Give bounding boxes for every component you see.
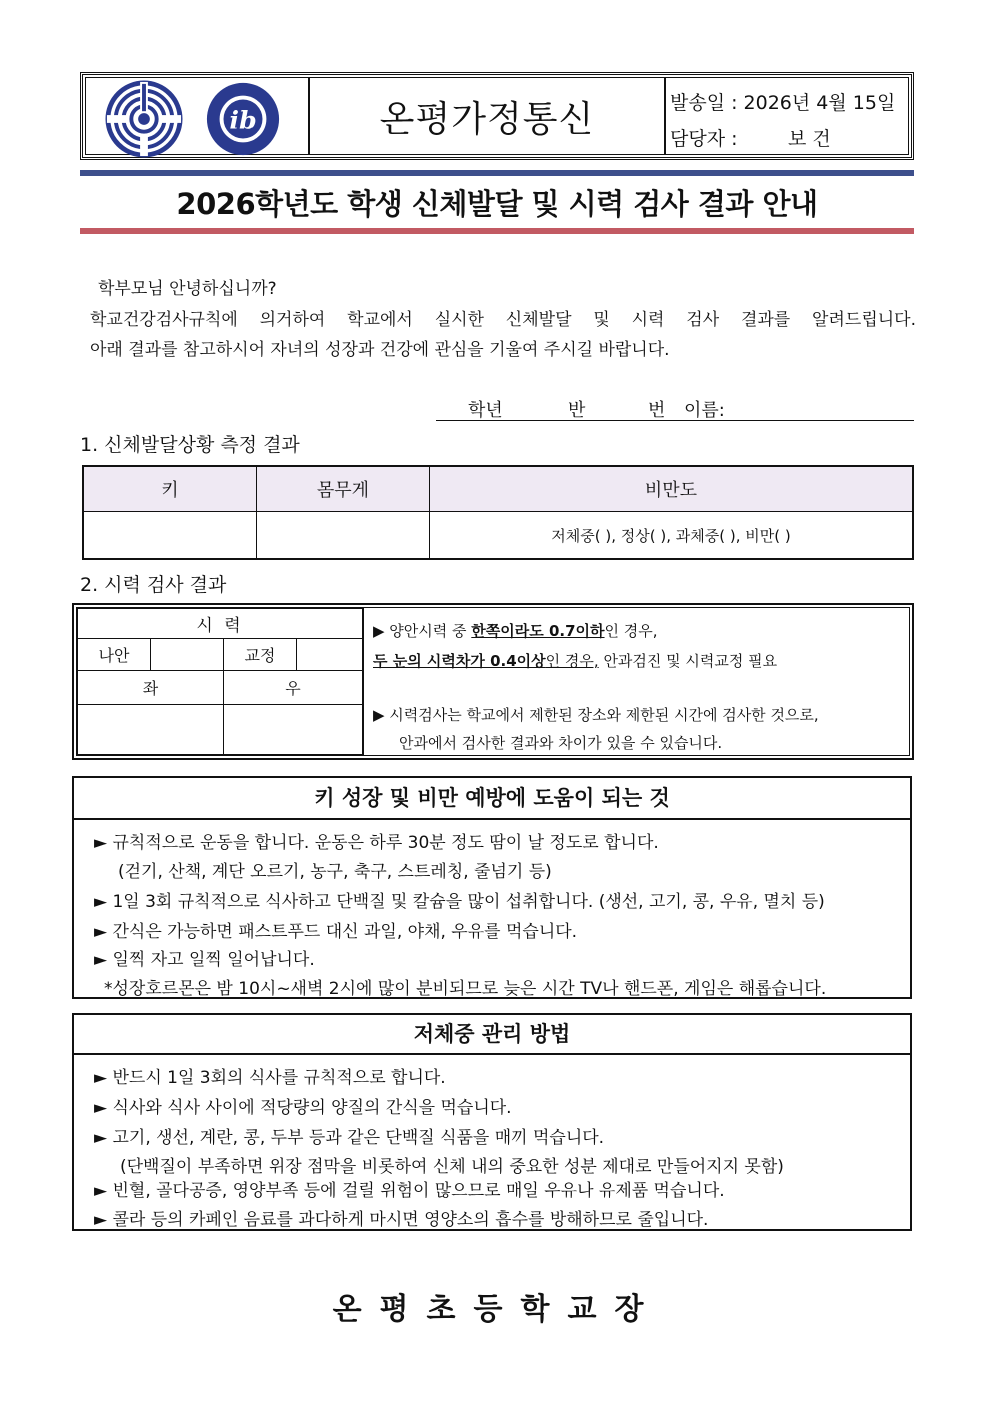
list-item: ► 1일 3회 규칙적으로 식사하고 단백질 및 칼슘을 많이 섭취합니다. (생선, 고기, 콩, 우유, 멸치 등) [94, 892, 825, 912]
header-weight: 몸무게 [257, 466, 430, 512]
list-item: ► 반드시 1일 3회의 식사를 규칙적으로 합니다. [94, 1068, 446, 1088]
newsletter-title: 온평가정통신 [310, 78, 666, 154]
document-title: 2026학년도 학생 신체발달 및 시력 검사 결과 안내 [176, 187, 818, 221]
right-eye-label: 우 [224, 671, 363, 705]
intro-paragraph-2: 아래 결과를 참고하시어 자녀의 성장과 건강에 관심을 기울여 주시길 바랍니다. [90, 340, 670, 360]
underweight-care-box [72, 1013, 912, 1231]
list-item: ► 빈혈, 골다공증, 영양부족 등에 걸릴 위험이 많으므로 매일 우유나 유제품 먹습니다. [94, 1181, 725, 1201]
right-eye-value [224, 705, 363, 755]
ib-world-school-logo-icon [202, 80, 284, 158]
issue-meta [666, 78, 908, 154]
issue-date: 발송일 : 2026년 4월 15일 [670, 92, 896, 114]
manager-label: 담당자 : [670, 128, 738, 150]
vision-note-3: ▶ 시력검사는 학교에서 제한된 장소와 제한된 시간에 검사한 것으로, [373, 706, 819, 724]
class-label: 반 [568, 400, 586, 421]
list-item: ► 식사와 식사 사이에 적당량의 양질의 간식을 먹습니다. [94, 1098, 512, 1118]
obesity-options: 저체중( ), 정상( ), 과체중( ), 비만( ) [430, 512, 914, 560]
vision-note-4: 안과에서 검사한 결과와 차이가 있을 수 있습니다. [399, 734, 723, 752]
student-info-line [436, 396, 914, 421]
vision-note-1: ▶ 양안시력 중 한쪽이라도 0.7이하인 경우, [373, 622, 658, 640]
list-item: ► 일찍 자고 일찍 일어납니다. [94, 950, 315, 970]
intro-paragraph-1: 학교건강검사규칙에 의거하여 학교에서 실시한 신체발달 및 시력 검사 결과를 알려드립니다. [90, 310, 916, 330]
greeting: 학부모님 안녕하십니까? [98, 279, 277, 299]
title-divider-top [80, 170, 914, 176]
list-item: *성장호르몬은 밤 10시~새벽 2시에 많이 분비되므로 늦은 시간 TV나 핸드폰, 게임은 해롭습니다. [104, 979, 827, 999]
vision-table [77, 608, 364, 755]
section-2-title: 2. 시력 검사 결과 [80, 574, 227, 596]
logo-cell [86, 78, 310, 154]
weight-value-cell [257, 512, 430, 560]
list-item: ► 규칙적으로 운동을 합니다. 운동은 하루 30분 정도 땀이 날 정도로 합니다. [94, 833, 659, 853]
body-measurement-table [82, 465, 914, 560]
vision-note-2: 두 눈의 시력차가 0.4이상인 경우, 안과검진 및 시력교정 필요 [373, 652, 778, 670]
header-obesity: 비만도 [430, 466, 914, 512]
school-emblem-icon [104, 80, 184, 158]
list-item: ► 고기, 생선, 계란, 콩, 두부 등과 같은 단백질 식품을 매끼 먹습니다. [94, 1128, 605, 1148]
vision-result-box [72, 603, 914, 760]
corrected-label: 교정 [224, 639, 297, 671]
list-item: (걷기, 산책, 계단 오르기, 농구, 축구, 스트레칭, 줄넘기 등) [118, 862, 552, 882]
height-value-cell [83, 512, 257, 560]
list-item: ► 콜라 등의 카페인 음료를 과다하게 마시면 영양소의 흡수를 방해하므로 줄입니다. [94, 1210, 709, 1230]
school-principal-signature: 온평초등학교장 [332, 1292, 662, 1327]
corrected-value [297, 639, 363, 671]
svg-text:ib: ib [229, 104, 257, 135]
list-item: ► 간식은 가능하면 패스트푸드 대신 과일, 야채, 우유를 먹습니다. [94, 922, 578, 942]
left-eye-value [78, 705, 224, 755]
header-height: 키 [83, 466, 257, 512]
vision-header: 시 력 [78, 609, 363, 639]
underweight-care-title: 저체중 관리 방법 [74, 1015, 910, 1055]
grade-label: 학년 [468, 400, 503, 421]
letterhead [80, 72, 914, 160]
naked-eye-label: 나안 [78, 639, 151, 671]
left-eye-label: 좌 [78, 671, 224, 705]
manager-value: 보 건 [788, 128, 831, 150]
naked-eye-value [151, 639, 224, 671]
growth-tips-box [72, 776, 912, 999]
title-divider-bottom [80, 228, 914, 234]
name-label: 이름: [684, 400, 725, 421]
growth-tips-title: 키 성장 및 비만 예방에 도움이 되는 것 [74, 778, 910, 820]
section-1-title: 1. 신체발달상황 측정 결과 [80, 434, 300, 456]
list-item: (단백질이 부족하면 위장 점막을 비롯하여 신체 내의 중요한 성분 제대로 만들어지지 못함) [120, 1157, 784, 1177]
number-label: 번 [648, 400, 666, 421]
